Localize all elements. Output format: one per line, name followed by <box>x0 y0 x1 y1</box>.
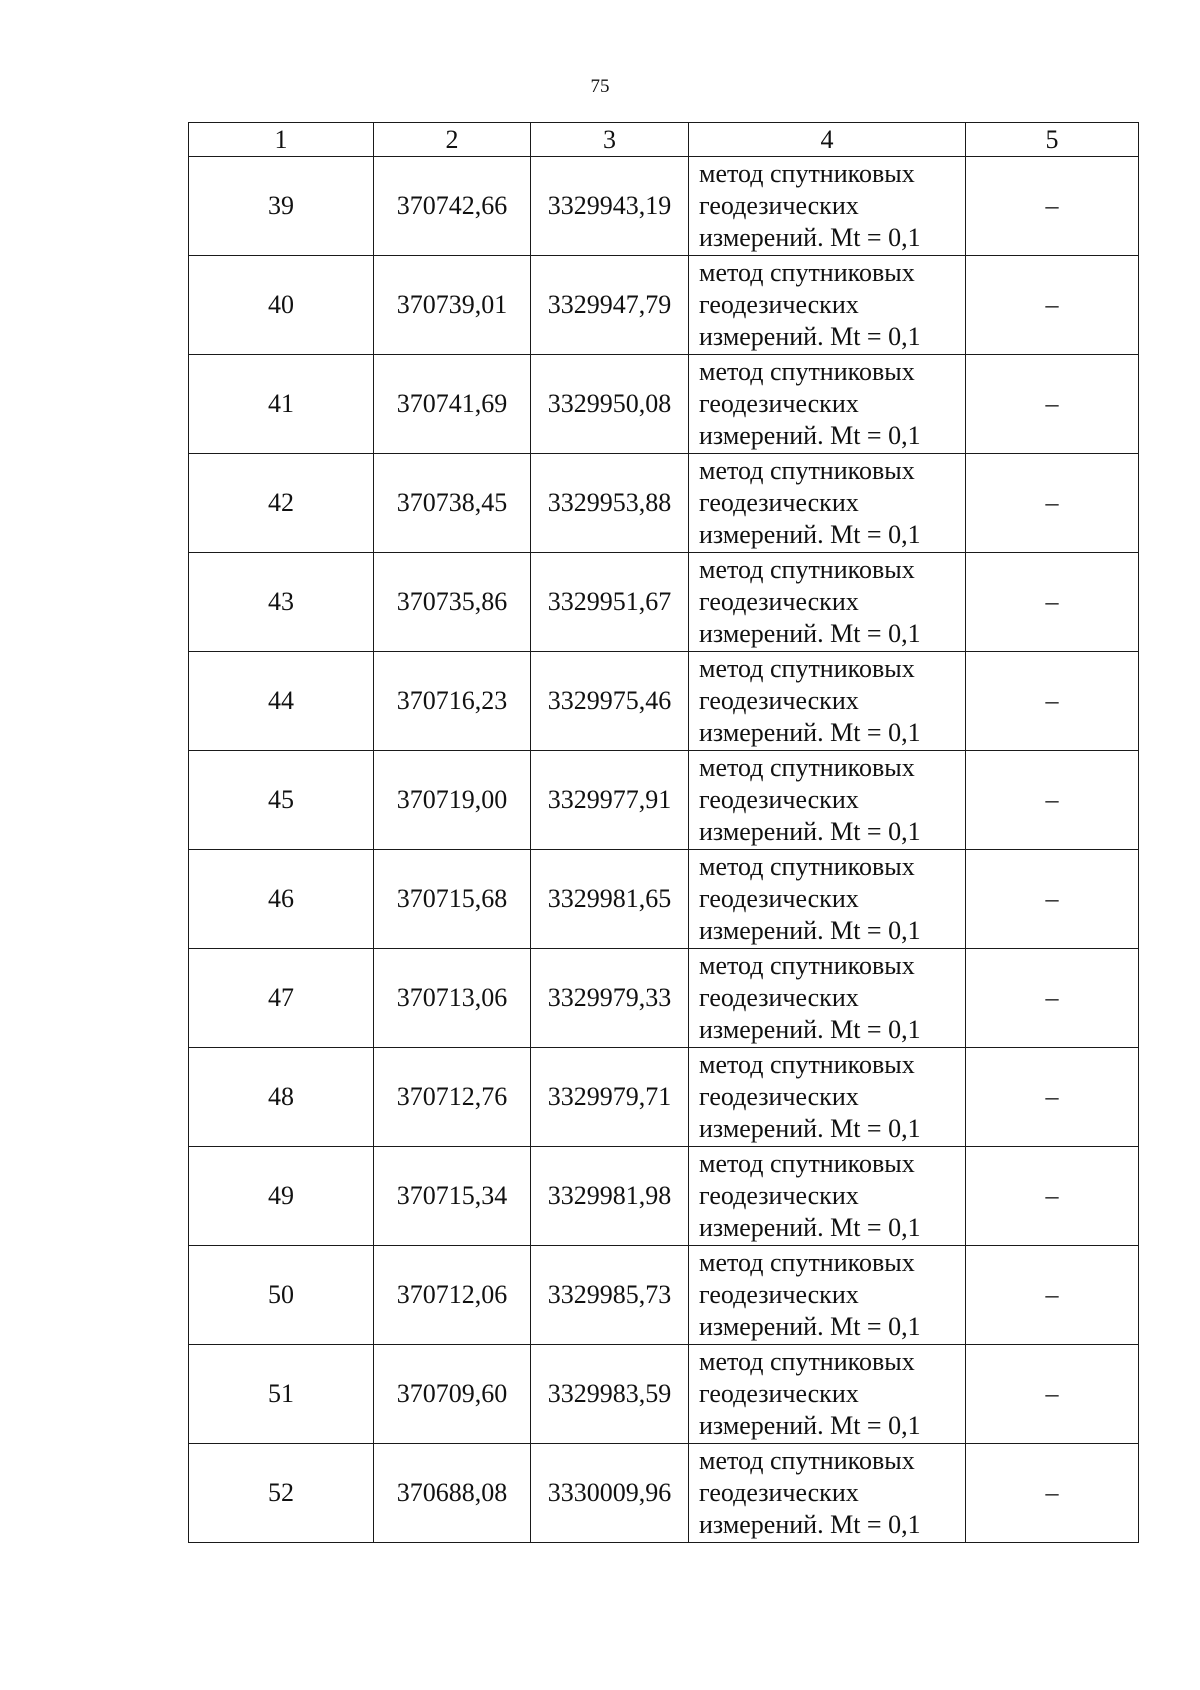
coordinate-x-cell: 370719,00 <box>374 751 531 850</box>
method-line: метод спутниковых <box>699 357 915 386</box>
note-cell: – <box>966 850 1139 949</box>
method-line: геодезических <box>699 1082 859 1111</box>
method-cell <box>689 850 966 949</box>
coordinate-x-cell: 370735,86 <box>374 553 531 652</box>
note-cell: – <box>966 1345 1139 1444</box>
note-cell: – <box>966 1147 1139 1246</box>
point-number-cell: 50 <box>189 1246 374 1345</box>
coordinate-x-cell: 370712,06 <box>374 1246 531 1345</box>
column-header: 1 <box>189 123 374 157</box>
method-line: геодезических <box>699 1379 859 1408</box>
table-row <box>189 553 1139 652</box>
method-line: измерений. Mt = 0,1 <box>699 718 921 747</box>
coordinate-x-cell: 370688,08 <box>374 1444 531 1543</box>
method-line: метод спутниковых <box>699 1347 915 1376</box>
table-row <box>189 1246 1139 1345</box>
coordinate-y-cell: 3329979,33 <box>531 949 689 1048</box>
method-line: метод спутниковых <box>699 1248 915 1277</box>
method-line: метод спутниковых <box>699 1149 915 1178</box>
method-line: измерений. Mt = 0,1 <box>699 1411 921 1440</box>
method-line: метод спутниковых <box>699 258 915 287</box>
method-line: геодезических <box>699 587 859 616</box>
method-line: геодезических <box>699 290 859 319</box>
method-line: геодезических <box>699 191 859 220</box>
table-row <box>189 850 1139 949</box>
method-line: измерений. Mt = 0,1 <box>699 322 921 351</box>
method-line: измерений. Mt = 0,1 <box>699 1114 921 1143</box>
coordinate-y-cell: 3329943,19 <box>531 157 689 256</box>
table-row <box>189 454 1139 553</box>
column-header: 4 <box>689 123 966 157</box>
note-cell: – <box>966 1048 1139 1147</box>
table-row <box>189 355 1139 454</box>
method-line: измерений. Mt = 0,1 <box>699 619 921 648</box>
method-line: измерений. Mt = 0,1 <box>699 1312 921 1341</box>
point-number-cell: 41 <box>189 355 374 454</box>
table-row <box>189 1048 1139 1147</box>
method-cell <box>689 355 966 454</box>
coordinate-y-cell: 3329981,65 <box>531 850 689 949</box>
note-cell: – <box>966 157 1139 256</box>
note-cell: – <box>966 355 1139 454</box>
method-line: геодезических <box>699 884 859 913</box>
column-header: 5 <box>966 123 1139 157</box>
coordinate-x-cell: 370713,06 <box>374 949 531 1048</box>
table-row <box>189 1147 1139 1246</box>
table-row <box>189 751 1139 850</box>
method-cell <box>689 1246 966 1345</box>
point-number-cell: 40 <box>189 256 374 355</box>
method-line: метод спутниковых <box>699 852 915 881</box>
method-cell <box>689 553 966 652</box>
method-line: геодезических <box>699 686 859 715</box>
method-line: измерений. Mt = 0,1 <box>699 1510 921 1539</box>
coordinate-y-cell: 3329950,08 <box>531 355 689 454</box>
method-cell <box>689 1444 966 1543</box>
coordinate-x-cell: 370739,01 <box>374 256 531 355</box>
point-number-cell: 42 <box>189 454 374 553</box>
method-cell <box>689 949 966 1048</box>
note-cell: – <box>966 553 1139 652</box>
table-row <box>189 1345 1139 1444</box>
coordinate-y-cell: 3329947,79 <box>531 256 689 355</box>
coordinate-y-cell: 3329981,98 <box>531 1147 689 1246</box>
method-line: геодезических <box>699 1478 859 1507</box>
coordinate-y-cell: 3329977,91 <box>531 751 689 850</box>
method-line: геодезических <box>699 983 859 1012</box>
coordinate-x-cell: 370712,76 <box>374 1048 531 1147</box>
coordinate-x-cell: 370742,66 <box>374 157 531 256</box>
coordinate-x-cell: 370738,45 <box>374 454 531 553</box>
table-row <box>189 256 1139 355</box>
method-line: измерений. Mt = 0,1 <box>699 817 921 846</box>
method-line: геодезических <box>699 389 859 418</box>
column-header: 3 <box>531 123 689 157</box>
point-number-cell: 44 <box>189 652 374 751</box>
point-number-cell: 48 <box>189 1048 374 1147</box>
method-line: метод спутниковых <box>699 1446 915 1475</box>
point-number-cell: 45 <box>189 751 374 850</box>
table-header-row <box>189 123 1139 157</box>
method-line: измерений. Mt = 0,1 <box>699 520 921 549</box>
method-line: метод спутниковых <box>699 753 915 782</box>
coordinate-y-cell: 3329985,73 <box>531 1246 689 1345</box>
point-number-cell: 39 <box>189 157 374 256</box>
coordinate-x-cell: 370709,60 <box>374 1345 531 1444</box>
point-number-cell: 51 <box>189 1345 374 1444</box>
method-line: геодезических <box>699 488 859 517</box>
method-cell <box>689 1048 966 1147</box>
note-cell: – <box>966 949 1139 1048</box>
note-cell: – <box>966 1444 1139 1543</box>
method-cell <box>689 256 966 355</box>
method-line: измерений. Mt = 0,1 <box>699 916 921 945</box>
method-cell <box>689 1147 966 1246</box>
note-cell: – <box>966 652 1139 751</box>
method-line: метод спутниковых <box>699 456 915 485</box>
point-number-cell: 43 <box>189 553 374 652</box>
note-cell: – <box>966 454 1139 553</box>
note-cell: – <box>966 751 1139 850</box>
point-number-cell: 52 <box>189 1444 374 1543</box>
coordinate-y-cell: 3330009,96 <box>531 1444 689 1543</box>
method-cell <box>689 1345 966 1444</box>
method-line: метод спутниковых <box>699 654 915 683</box>
coordinate-x-cell: 370741,69 <box>374 355 531 454</box>
method-line: метод спутниковых <box>699 951 915 980</box>
coordinate-y-cell: 3329951,67 <box>531 553 689 652</box>
method-line: метод спутниковых <box>699 1050 915 1079</box>
coordinate-y-cell: 3329953,88 <box>531 454 689 553</box>
coordinate-x-cell: 370715,68 <box>374 850 531 949</box>
method-line: геодезических <box>699 1181 859 1210</box>
method-line: измерений. Mt = 0,1 <box>699 1213 921 1242</box>
coordinate-x-cell: 370716,23 <box>374 652 531 751</box>
method-line: метод спутниковых <box>699 555 915 584</box>
table-row <box>189 652 1139 751</box>
table-row <box>189 1444 1139 1543</box>
method-line: геодезических <box>699 785 859 814</box>
method-line: измерений. Mt = 0,1 <box>699 223 921 252</box>
page-number: 75 <box>590 76 610 97</box>
point-number-cell: 47 <box>189 949 374 1048</box>
method-cell <box>689 652 966 751</box>
table-row <box>189 949 1139 1048</box>
note-cell: – <box>966 1246 1139 1345</box>
method-line: метод спутниковых <box>699 159 915 188</box>
coordinate-y-cell: 3329983,59 <box>531 1345 689 1444</box>
coordinate-y-cell: 3329979,71 <box>531 1048 689 1147</box>
table-row <box>189 157 1139 256</box>
point-number-cell: 46 <box>189 850 374 949</box>
coordinate-y-cell: 3329975,46 <box>531 652 689 751</box>
method-cell <box>689 157 966 256</box>
method-cell <box>689 751 966 850</box>
note-cell: – <box>966 256 1139 355</box>
coordinates-table <box>188 122 1139 1543</box>
point-number-cell: 49 <box>189 1147 374 1246</box>
column-header: 2 <box>374 123 531 157</box>
coordinate-x-cell: 370715,34 <box>374 1147 531 1246</box>
method-line: измерений. Mt = 0,1 <box>699 1015 921 1044</box>
method-line: измерений. Mt = 0,1 <box>699 421 921 450</box>
method-cell <box>689 454 966 553</box>
method-line: геодезических <box>699 1280 859 1309</box>
